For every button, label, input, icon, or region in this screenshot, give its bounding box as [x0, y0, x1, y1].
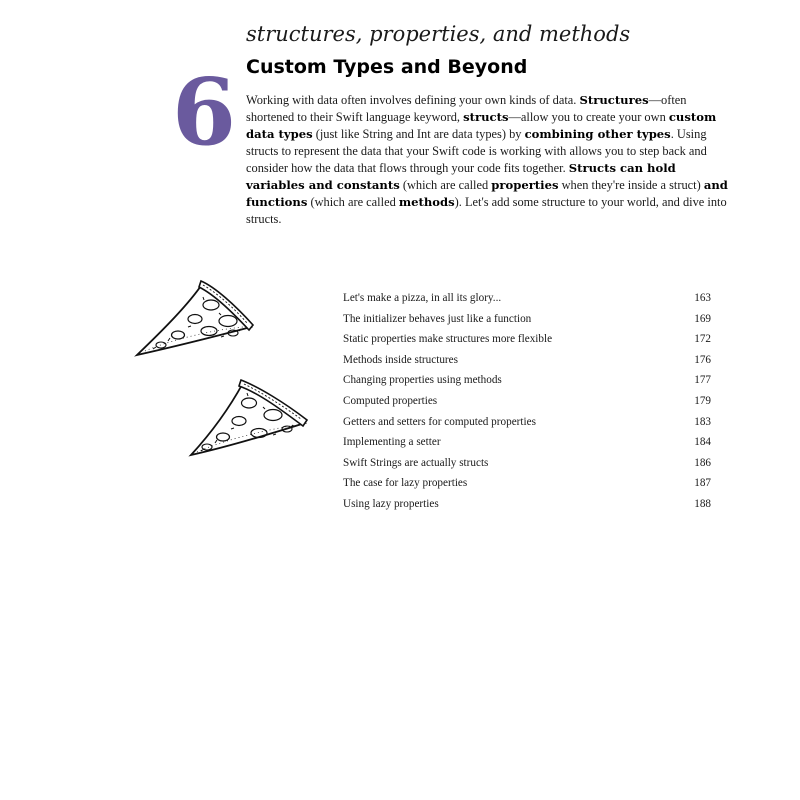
- toc-entry-page: 186: [694, 456, 711, 469]
- toc-entry[interactable]: [343, 354, 711, 375]
- chapter-number: 6: [172, 58, 237, 166]
- toc-entry[interactable]: [343, 333, 711, 354]
- pizza-slice-icon: [187, 375, 311, 459]
- toc-entry-page: 188: [694, 497, 711, 510]
- toc-entry-page: 184: [694, 436, 711, 449]
- intro-emphasis: Structs can hold variables and constants: [246, 161, 676, 192]
- intro-text: —allow you to create your own: [508, 110, 669, 124]
- toc-entry-page: 183: [694, 415, 711, 428]
- intro-text: (which are called: [307, 195, 399, 209]
- toc-entry-title: Swift Strings are actually structs: [343, 456, 489, 469]
- toc-entry[interactable]: [343, 477, 711, 498]
- toc-entry-title: Methods inside structures: [343, 353, 458, 366]
- toc-entry-page: 176: [694, 353, 711, 366]
- chapter-intro: [246, 92, 736, 228]
- intro-emphasis: custom data types: [246, 110, 717, 141]
- pizza-slice-icon: [133, 275, 257, 359]
- intro-emphasis: and functions: [246, 178, 728, 209]
- table-of-contents: [343, 292, 711, 519]
- toc-entry-title: Implementing a setter: [343, 436, 441, 449]
- chapter-title: Custom Types and Beyond: [246, 56, 528, 78]
- toc-entry-page: 187: [694, 477, 711, 490]
- toc-entry[interactable]: [343, 498, 711, 519]
- toc-entry[interactable]: [343, 292, 711, 313]
- toc-entry[interactable]: [343, 374, 711, 395]
- intro-text: —often shortened to their Swift language keyword,: [246, 93, 687, 124]
- toc-entry-title: Using lazy properties: [343, 497, 439, 510]
- intro-emphasis: combining other types: [524, 127, 671, 141]
- toc-entry[interactable]: [343, 457, 711, 478]
- toc-entry-page: 177: [694, 374, 711, 387]
- toc-entry-title: Getters and setters for computed properties: [343, 415, 536, 428]
- toc-entry-page: 163: [694, 292, 711, 304]
- intro-emphasis: properties: [491, 178, 559, 192]
- toc-entry[interactable]: [343, 416, 711, 437]
- intro-text: when they're inside a struct): [558, 178, 704, 192]
- toc-entry[interactable]: [343, 395, 711, 416]
- toc-entry[interactable]: [343, 436, 711, 457]
- toc-entry-title: The case for lazy properties: [343, 477, 468, 490]
- intro-emphasis: Structures: [579, 93, 649, 107]
- intro-emphasis: methods: [398, 195, 455, 209]
- toc-entry-title: Let's make a pizza, in all its glory...: [343, 292, 502, 304]
- intro-text: . Using structs to represent the data that your Swift code is working with allows you to step back and consider how the data that flows through your code fits together.: [246, 127, 707, 175]
- toc-entry-title: Static properties make structures more flexible: [343, 333, 553, 346]
- toc-entry-title: Computed properties: [343, 394, 438, 407]
- intro-text: (which are called: [399, 178, 492, 192]
- intro-emphasis: structs: [463, 110, 509, 124]
- toc-entry-page: 179: [694, 394, 711, 407]
- intro-text: Working with data often involves defining your own kinds of data.: [246, 93, 580, 107]
- intro-text: (just like String and Int are data types) by: [312, 127, 525, 141]
- toc-entry-title: Changing properties using methods: [343, 374, 502, 387]
- intro-text: ). Let's add some structure to your world, and dive into structs.: [246, 195, 727, 226]
- toc-entry[interactable]: [343, 313, 711, 334]
- toc-entry-page: 169: [694, 312, 711, 325]
- chapter-kicker: structures, properties, and methods: [246, 22, 631, 46]
- toc-entry-title: The initializer behaves just like a function: [343, 312, 532, 325]
- toc-entry-page: 172: [694, 333, 711, 346]
